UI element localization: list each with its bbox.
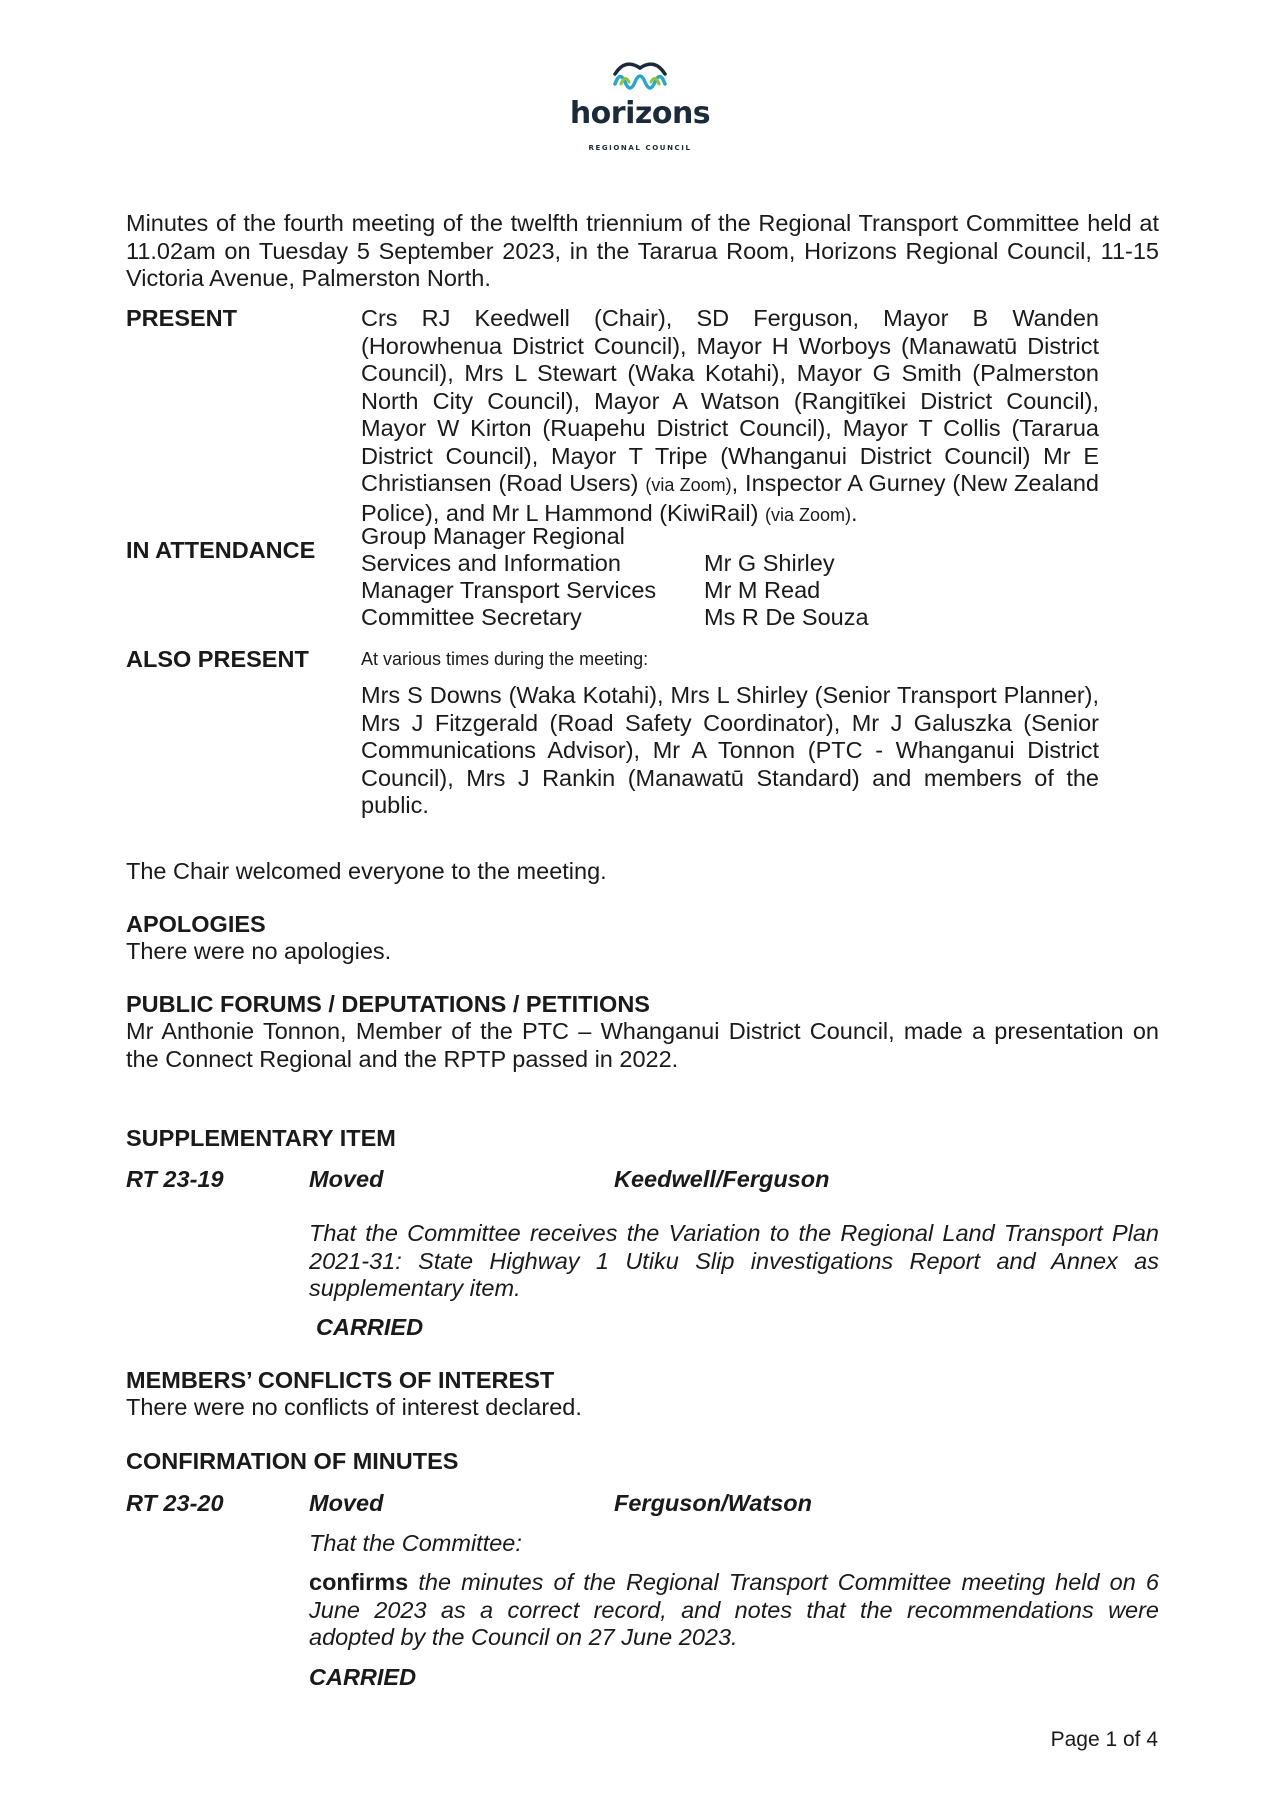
page-number: Page 1 of 4 <box>1050 1728 1158 1751</box>
resolution-text <box>309 1569 1159 1652</box>
attendance-name: Mr G Shirley <box>704 550 835 576</box>
supplementary-heading: SUPPLEMENTARY ITEM <box>126 1125 396 1151</box>
resolution-text: That the Committee receives the Variation to the Regional Land Transport Plan 2021-31: State Highway 1 Utiku Slip investigations Report and Annex as supplementary item. <box>309 1220 1159 1301</box>
resolution-lead: That the Committee: <box>309 1530 522 1556</box>
present-text-b: , Inspector A Gurney (New Zealand Police), and Mr L Hammond (KiwiRail) <box>361 470 1099 526</box>
movers: Ferguson/Watson <box>614 1490 813 1516</box>
logo-wordmark: horizons <box>569 96 711 131</box>
intro-paragraph: Minutes of the fourth meeting of the twelfth triennium of the Regional Transport Committee held at 11.02am on Tuesday 5 September 2023, in the Tararua Room, Horizons Regional Council, 11-15 Victoria Avenue, Palmerston North. <box>126 210 1159 291</box>
public-forums-heading: PUBLIC FORUMS / DEPUTATIONS / PETITIONS <box>126 991 650 1017</box>
public-forums-text: Mr Anthonie Tonnon, Member of the PTC – Whanganui District Council, made a presentation on the Connect Regional and the RPTP passed in 2022. <box>126 1018 1159 1072</box>
attendance-role: Manager Transport Services <box>361 577 657 603</box>
logo-subtitle: REGIONAL COUNCIL <box>588 144 692 152</box>
present-text-c: . <box>850 499 858 526</box>
present-label: PRESENT <box>126 305 237 331</box>
horizons-logo <box>565 60 715 150</box>
moved-label: Moved <box>309 1490 384 1516</box>
via-zoom-note-2: (via Zoom) <box>764 504 851 525</box>
present-list <box>361 305 1099 529</box>
present-text-a: Crs RJ Keedwell (Chair), SD Ferguson, Mayor B Wanden (Horowhenua District Council), Mayor H Worboys (Manawatū District Council), Mrs L Stewart (Waka Kotahi), Mayor G Smith (Palmerston North City Council), Mayor A Watson (Rangitīkei District Council), Mayor W Kirton (Ruapehu District Council), Mayor T Collis (Tararua District Council), Mayor T Tripe (Whanganui District Council) Mr E Christiansen (Road Users) <box>361 305 1099 496</box>
apologies-heading: APOLOGIES <box>126 911 266 937</box>
welcome-text: The Chair welcomed everyone to the meeting. <box>126 858 607 884</box>
carried-label: CARRIED <box>309 1664 417 1690</box>
conflicts-heading: MEMBERS’ CONFLICTS OF INTEREST <box>126 1367 555 1393</box>
attendance-role: Services and Information <box>361 550 621 576</box>
attendance-name: Mr M Read <box>704 577 821 603</box>
confirms-keyword: confirms <box>309 1569 409 1595</box>
attendance-label: IN ATTENDANCE <box>126 537 316 563</box>
attendance-role: Group Manager Regional <box>361 523 625 549</box>
via-zoom-note-1: (via Zoom) <box>645 475 732 495</box>
attendance-role: Committee Secretary <box>361 604 582 630</box>
attendance-row <box>361 577 656 605</box>
attendance-row <box>361 604 582 632</box>
conflicts-text: There were no conflicts of interest declared. <box>126 1394 582 1420</box>
also-present-note: At various times during the meeting: <box>361 649 649 669</box>
attendance-row <box>361 523 625 551</box>
movers: Keedwell/Ferguson <box>614 1166 830 1192</box>
attendance-name: Ms R De Souza <box>704 604 869 630</box>
also-present-label: ALSO PRESENT <box>126 646 309 672</box>
confirmation-heading: CONFIRMATION OF MINUTES <box>126 1448 459 1474</box>
apologies-text: There were no apologies. <box>126 938 392 964</box>
moved-label: Moved <box>309 1166 384 1192</box>
attendance-row <box>361 550 621 578</box>
also-present-list: Mrs S Downs (Waka Kotahi), Mrs L Shirley (Senior Transport Planner), Mrs J Fitzgerald (Road Safety Coordinator), Mr J Galuszka (Senior Communications Advisor), Mr A Tonnon (PTC - Whanganui District Council), Mrs J Rankin (Manawatū Standard) and members of the public. <box>361 682 1099 818</box>
resolution-ref: RT 23-20 <box>126 1490 224 1516</box>
resolution-ref: RT 23-19 <box>126 1166 224 1192</box>
carried-label: CARRIED <box>316 1314 424 1340</box>
confirmation-body: the minutes of the Regional Transport Committee meeting held on 6 June 2023 as a correct record, and notes that the recommendations were adopted by the Council on 27 June 2023. <box>309 1569 1159 1650</box>
horizons-wave-icon <box>565 60 715 96</box>
